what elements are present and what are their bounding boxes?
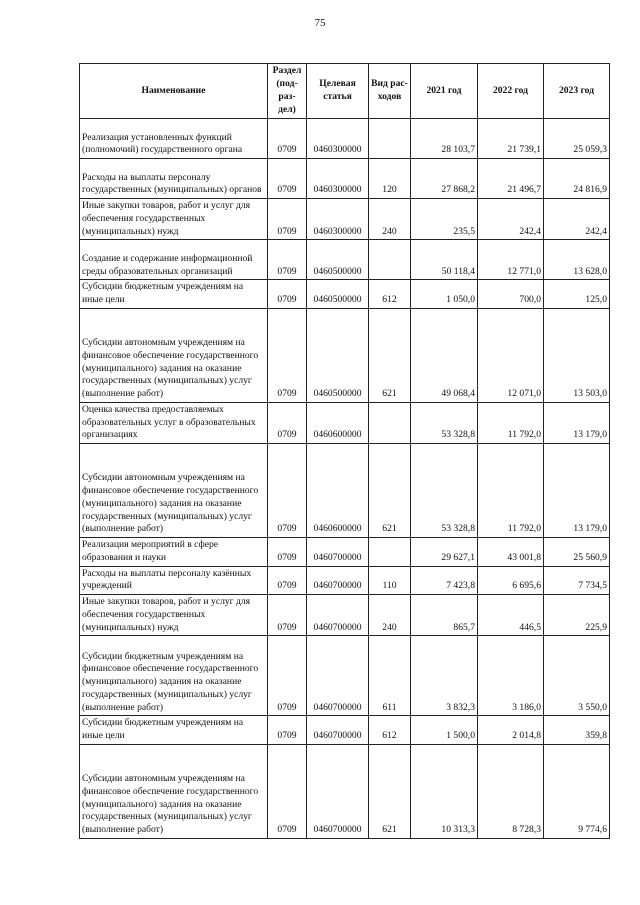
cell-2021: 49 068,4 bbox=[411, 308, 478, 402]
cell-name: Субсидии автономным учреждениям на финансовое обеспечение государственного (муниципального) задания на оказание государственных (муниципальных) услуг (выполнение работ) bbox=[80, 308, 268, 402]
cell-2023: 13 628,0 bbox=[544, 240, 610, 280]
cell-section: 0709 bbox=[268, 636, 307, 716]
cell-name: Реализация мероприятий в сфере образования и науки bbox=[80, 538, 268, 567]
cell-2021: 865,7 bbox=[411, 595, 478, 636]
table-row bbox=[80, 402, 610, 443]
cell-2021: 1 500,0 bbox=[411, 716, 478, 745]
cell-2023: 24 816,9 bbox=[544, 159, 610, 199]
page-number: 75 bbox=[314, 17, 326, 29]
cell-target: 0460300000 bbox=[307, 199, 369, 240]
cell-section: 0709 bbox=[268, 199, 307, 240]
cell-name: Субсидии бюджетным учреждениям на иные цели bbox=[80, 280, 268, 309]
cell-section: 0709 bbox=[268, 595, 307, 636]
cell-name: Субсидии автономным учреждениям на финансовое обеспечение государственного (муниципального) задания на оказание государственных (муниципальных) услуг (выполнение работ) bbox=[80, 444, 268, 538]
cell-2023: 9 774,6 bbox=[544, 744, 610, 838]
cell-2021: 53 328,8 bbox=[411, 402, 478, 443]
cell-section: 0709 bbox=[268, 566, 307, 595]
table-row bbox=[80, 744, 610, 838]
cell-2021: 10 313,3 bbox=[411, 744, 478, 838]
cell-target: 0460700000 bbox=[307, 744, 369, 838]
cell-2021: 27 868,2 bbox=[411, 159, 478, 199]
cell-target: 0460300000 bbox=[307, 119, 369, 159]
header-name: Наименование bbox=[80, 64, 268, 119]
cell-section: 0709 bbox=[268, 716, 307, 745]
cell-section: 0709 bbox=[268, 444, 307, 538]
cell-2023: 359,8 bbox=[544, 716, 610, 745]
cell-expense-type bbox=[369, 119, 411, 159]
cell-2022: 12 071,0 bbox=[478, 308, 544, 402]
cell-2021: 53 328,8 bbox=[411, 444, 478, 538]
cell-2023: 7 734,5 bbox=[544, 566, 610, 595]
cell-target: 0460700000 bbox=[307, 595, 369, 636]
table-row bbox=[80, 716, 610, 745]
cell-target: 0460600000 bbox=[307, 402, 369, 443]
cell-target: 0460700000 bbox=[307, 566, 369, 595]
cell-2021: 3 832,3 bbox=[411, 636, 478, 716]
table-row bbox=[80, 119, 610, 159]
cell-2023: 242,4 bbox=[544, 199, 610, 240]
cell-2023: 225,9 bbox=[544, 595, 610, 636]
cell-section: 0709 bbox=[268, 119, 307, 159]
cell-name: Расходы на выплаты персоналу государственных (муниципальных) органов bbox=[80, 159, 268, 199]
cell-name: Создание и содержание информационной среды образовательных организаций bbox=[80, 240, 268, 280]
cell-expense-type: 612 bbox=[369, 280, 411, 309]
cell-2022: 43 001,8 bbox=[478, 538, 544, 567]
cell-2023: 13 179,0 bbox=[544, 444, 610, 538]
cell-2022: 700,0 bbox=[478, 280, 544, 309]
cell-expense-type: 612 bbox=[369, 716, 411, 745]
table-row bbox=[80, 199, 610, 240]
cell-2021: 28 103,7 bbox=[411, 119, 478, 159]
cell-2021: 50 118,4 bbox=[411, 240, 478, 280]
cell-expense-type: 240 bbox=[369, 199, 411, 240]
cell-2022: 6 695,6 bbox=[478, 566, 544, 595]
cell-section: 0709 bbox=[268, 159, 307, 199]
cell-2023: 25 560,9 bbox=[544, 538, 610, 567]
cell-2022: 11 792,0 bbox=[478, 402, 544, 443]
table-body bbox=[80, 119, 610, 839]
cell-expense-type: 621 bbox=[369, 444, 411, 538]
header-section: Раздел (под-раз-дел) bbox=[268, 64, 307, 119]
cell-2022: 21 496,7 bbox=[478, 159, 544, 199]
cell-target: 0460500000 bbox=[307, 308, 369, 402]
header-expense-type: Вид рас-ходов bbox=[369, 64, 411, 119]
table-row bbox=[80, 566, 610, 595]
cell-2022: 8 728,3 bbox=[478, 744, 544, 838]
cell-name: Субсидии бюджетным учреждениям на финансовое обеспечение государственного (муниципального) задания на оказание государственных (муниципальных) услуг (выполнение работ) bbox=[80, 636, 268, 716]
table-row bbox=[80, 444, 610, 538]
cell-expense-type bbox=[369, 240, 411, 280]
cell-expense-type: 621 bbox=[369, 308, 411, 402]
cell-expense-type: 611 bbox=[369, 636, 411, 716]
table-row bbox=[80, 308, 610, 402]
cell-section: 0709 bbox=[268, 240, 307, 280]
cell-name: Реализация установленных функций (полномочий) государственного органа bbox=[80, 119, 268, 159]
header-2022: 2022 год bbox=[478, 64, 544, 119]
cell-2022: 21 739,1 bbox=[478, 119, 544, 159]
cell-target: 0460300000 bbox=[307, 159, 369, 199]
cell-2022: 3 186,0 bbox=[478, 636, 544, 716]
cell-name: Расходы на выплаты персоналу казённых учреждений bbox=[80, 566, 268, 595]
table-row bbox=[80, 159, 610, 199]
table-row bbox=[80, 636, 610, 716]
cell-expense-type: 621 bbox=[369, 744, 411, 838]
cell-2023: 13 503,0 bbox=[544, 308, 610, 402]
cell-section: 0709 bbox=[268, 538, 307, 567]
cell-target: 0460700000 bbox=[307, 716, 369, 745]
cell-section: 0709 bbox=[268, 280, 307, 309]
cell-expense-type: 240 bbox=[369, 595, 411, 636]
cell-2022: 2 014,8 bbox=[478, 716, 544, 745]
cell-target: 0460700000 bbox=[307, 636, 369, 716]
cell-name: Оценка качества предоставляемых образовательных услуг в образовательных организациях bbox=[80, 402, 268, 443]
cell-section: 0709 bbox=[268, 402, 307, 443]
cell-name: Субсидии бюджетным учреждениям на иные цели bbox=[80, 716, 268, 745]
cell-2023: 3 550,0 bbox=[544, 636, 610, 716]
cell-2023: 125,0 bbox=[544, 280, 610, 309]
cell-2021: 1 050,0 bbox=[411, 280, 478, 309]
cell-section: 0709 bbox=[268, 744, 307, 838]
cell-2022: 242,4 bbox=[478, 199, 544, 240]
cell-expense-type: 110 bbox=[369, 566, 411, 595]
budget-table bbox=[79, 63, 610, 839]
cell-target: 0460600000 bbox=[307, 444, 369, 538]
cell-name: Иные закупки товаров, работ и услуг для обеспечения государственных (муниципальных) нужд bbox=[80, 595, 268, 636]
table-row bbox=[80, 280, 610, 309]
cell-2023: 25 059,3 bbox=[544, 119, 610, 159]
header-2023: 2023 год bbox=[544, 64, 610, 119]
cell-2021: 7 423,8 bbox=[411, 566, 478, 595]
header-target: Целевая статья bbox=[307, 64, 369, 119]
cell-expense-type bbox=[369, 402, 411, 443]
cell-2022: 12 771,0 bbox=[478, 240, 544, 280]
cell-expense-type bbox=[369, 538, 411, 567]
cell-2021: 235,5 bbox=[411, 199, 478, 240]
cell-expense-type: 120 bbox=[369, 159, 411, 199]
cell-name: Субсидии автономным учреждениям на финансовое обеспечение государственного (муниципального) задания на оказание государственных (муниципальных) услуг (выполнение работ) bbox=[80, 744, 268, 838]
table-header-row bbox=[80, 64, 610, 119]
cell-target: 0460700000 bbox=[307, 538, 369, 567]
cell-2022: 11 792,0 bbox=[478, 444, 544, 538]
table-row bbox=[80, 240, 610, 280]
cell-2023: 13 179,0 bbox=[544, 402, 610, 443]
cell-2021: 29 627,1 bbox=[411, 538, 478, 567]
cell-2022: 446,5 bbox=[478, 595, 544, 636]
cell-target: 0460500000 bbox=[307, 280, 369, 309]
table-row bbox=[80, 595, 610, 636]
header-2021: 2021 год bbox=[411, 64, 478, 119]
cell-section: 0709 bbox=[268, 308, 307, 402]
cell-name: Иные закупки товаров, работ и услуг для обеспечения государственных (муниципальных) нужд bbox=[80, 199, 268, 240]
cell-target: 0460500000 bbox=[307, 240, 369, 280]
table-row bbox=[80, 538, 610, 567]
